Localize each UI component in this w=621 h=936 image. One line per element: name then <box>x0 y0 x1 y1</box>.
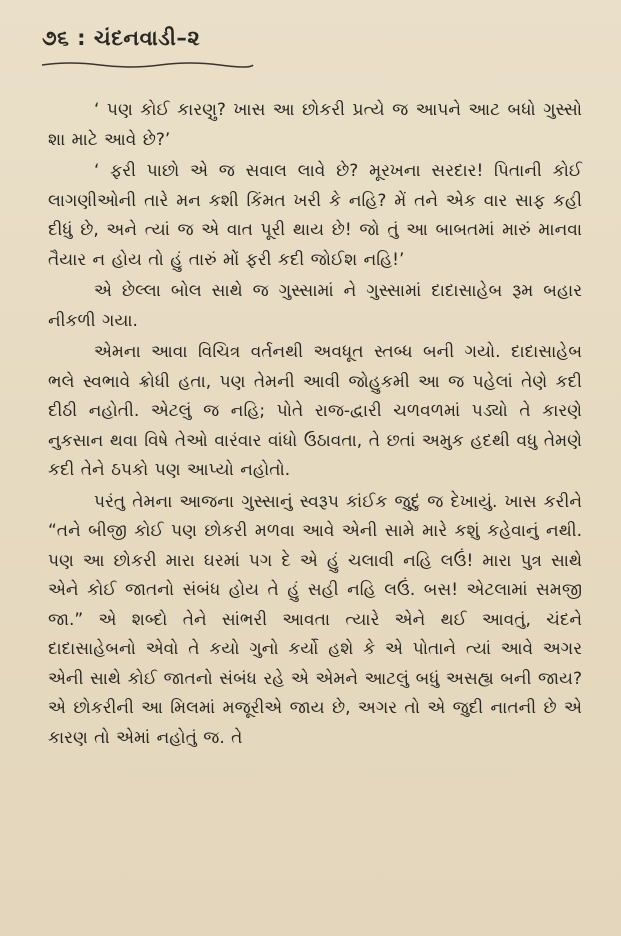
paragraph-1: ‘ પણ કોઈ કારણુ? ખાસ આ છોકરી પ્રત્યે જ આપને આટ બધો ગુસ્સો શા માટે આવે છે?’ <box>48 100 582 150</box>
running-header <box>42 26 200 51</box>
paragraph-2: ‘ ફરી પાછો એ જ સવાલ લાવે છે? મૂરખના સરદાર! પિતાની કોઈ લાગણીઓની તારે મન કશી કિંમત ખરી કે નહિ? મેં તને એક વાર સાફ કહી દીધું છે, અને ત્યાં જ એ વાત પૂરી થાય છે! જો તું આ બાબતમાં મારું માનવા તૈયાર ન હોય તો હું તારું મોં ફરી કદી જોઈશ નહિ!’ <box>48 161 582 270</box>
page-body <box>48 96 582 755</box>
paragraph-3: એ છેલ્લા બોલ સાથે જ ગુસ્સામાં ને ગુસ્સામાં દાદાસાહેબ રૂમ બહાર નીકળી ગયા. <box>48 281 582 331</box>
page-number: ૭૬ <box>42 26 70 50</box>
book-title: ચંદનવાડી–૨ <box>93 26 201 50</box>
paragraph-4: એમના આવા વિચિત્ર વર્તનથી અવધૂત સ્તબ્ધ બની ગયો. દાદાસાહેબ ભલે સ્વભાવે ક્રોધી હતા, પણ તેમની આવી જોહુકમી આ જ પહેલાં તેણે કદી દીઠી નહોતી. એટલું જ નહિ; પોતે રાજ-દ્વારી ચળવળમાં પડ્યો તે કારણે નુકસાન થવા વિષે તેઓ વારંવાર વાંધો ઉઠાવતા, તે છતાં અમુક હદથી વધુ તેમણે કદી તેને ઠપકો પણ આપ્યો નહોતો. <box>48 342 582 480</box>
paragraph-5: પરંતુ તેમના આજના ગુસ્સાનું સ્વરૂપ કાંઈક જુદું જ દેખાયું. ખાસ કરીને “તને બીજી કોઈ પણ છોકરી મળવા આવે એની સામે મારે કશું કહેવાનું નથી. પણ આ છોકરી મારા ઘરમાં પગ દે એ હું ચલાવી નહિ લઉં! મારા પુત્ર સાથે એને કોઈ જાતનો સંબંધ હોય તે હું સહી નહિ લઉં. બસ! એટલામાં સમજી જા.” એ શબ્દો તેને સાંભરી આવતા ત્યારે એને થઈ આવતું, ચંદને દાદાસાહેબનો એવો તે કયો ગુનો કર્યો હશે કે એ પોતાને ત્યાં આવે અગર એની સાથે કોઈ જાતનો સંબંધ રહે એ એમને આટલું બધું અસહ્ય બની જાય? એ છોકરીની આ મિલમાં મજૂરીએ જાય છે, અગર તો એ જુદી નાતની છે એ કારણ તો એમાં નહોતું જ. તે <box>48 491 582 748</box>
header-separator: : <box>77 26 87 50</box>
header-underline-ornament <box>40 60 255 70</box>
